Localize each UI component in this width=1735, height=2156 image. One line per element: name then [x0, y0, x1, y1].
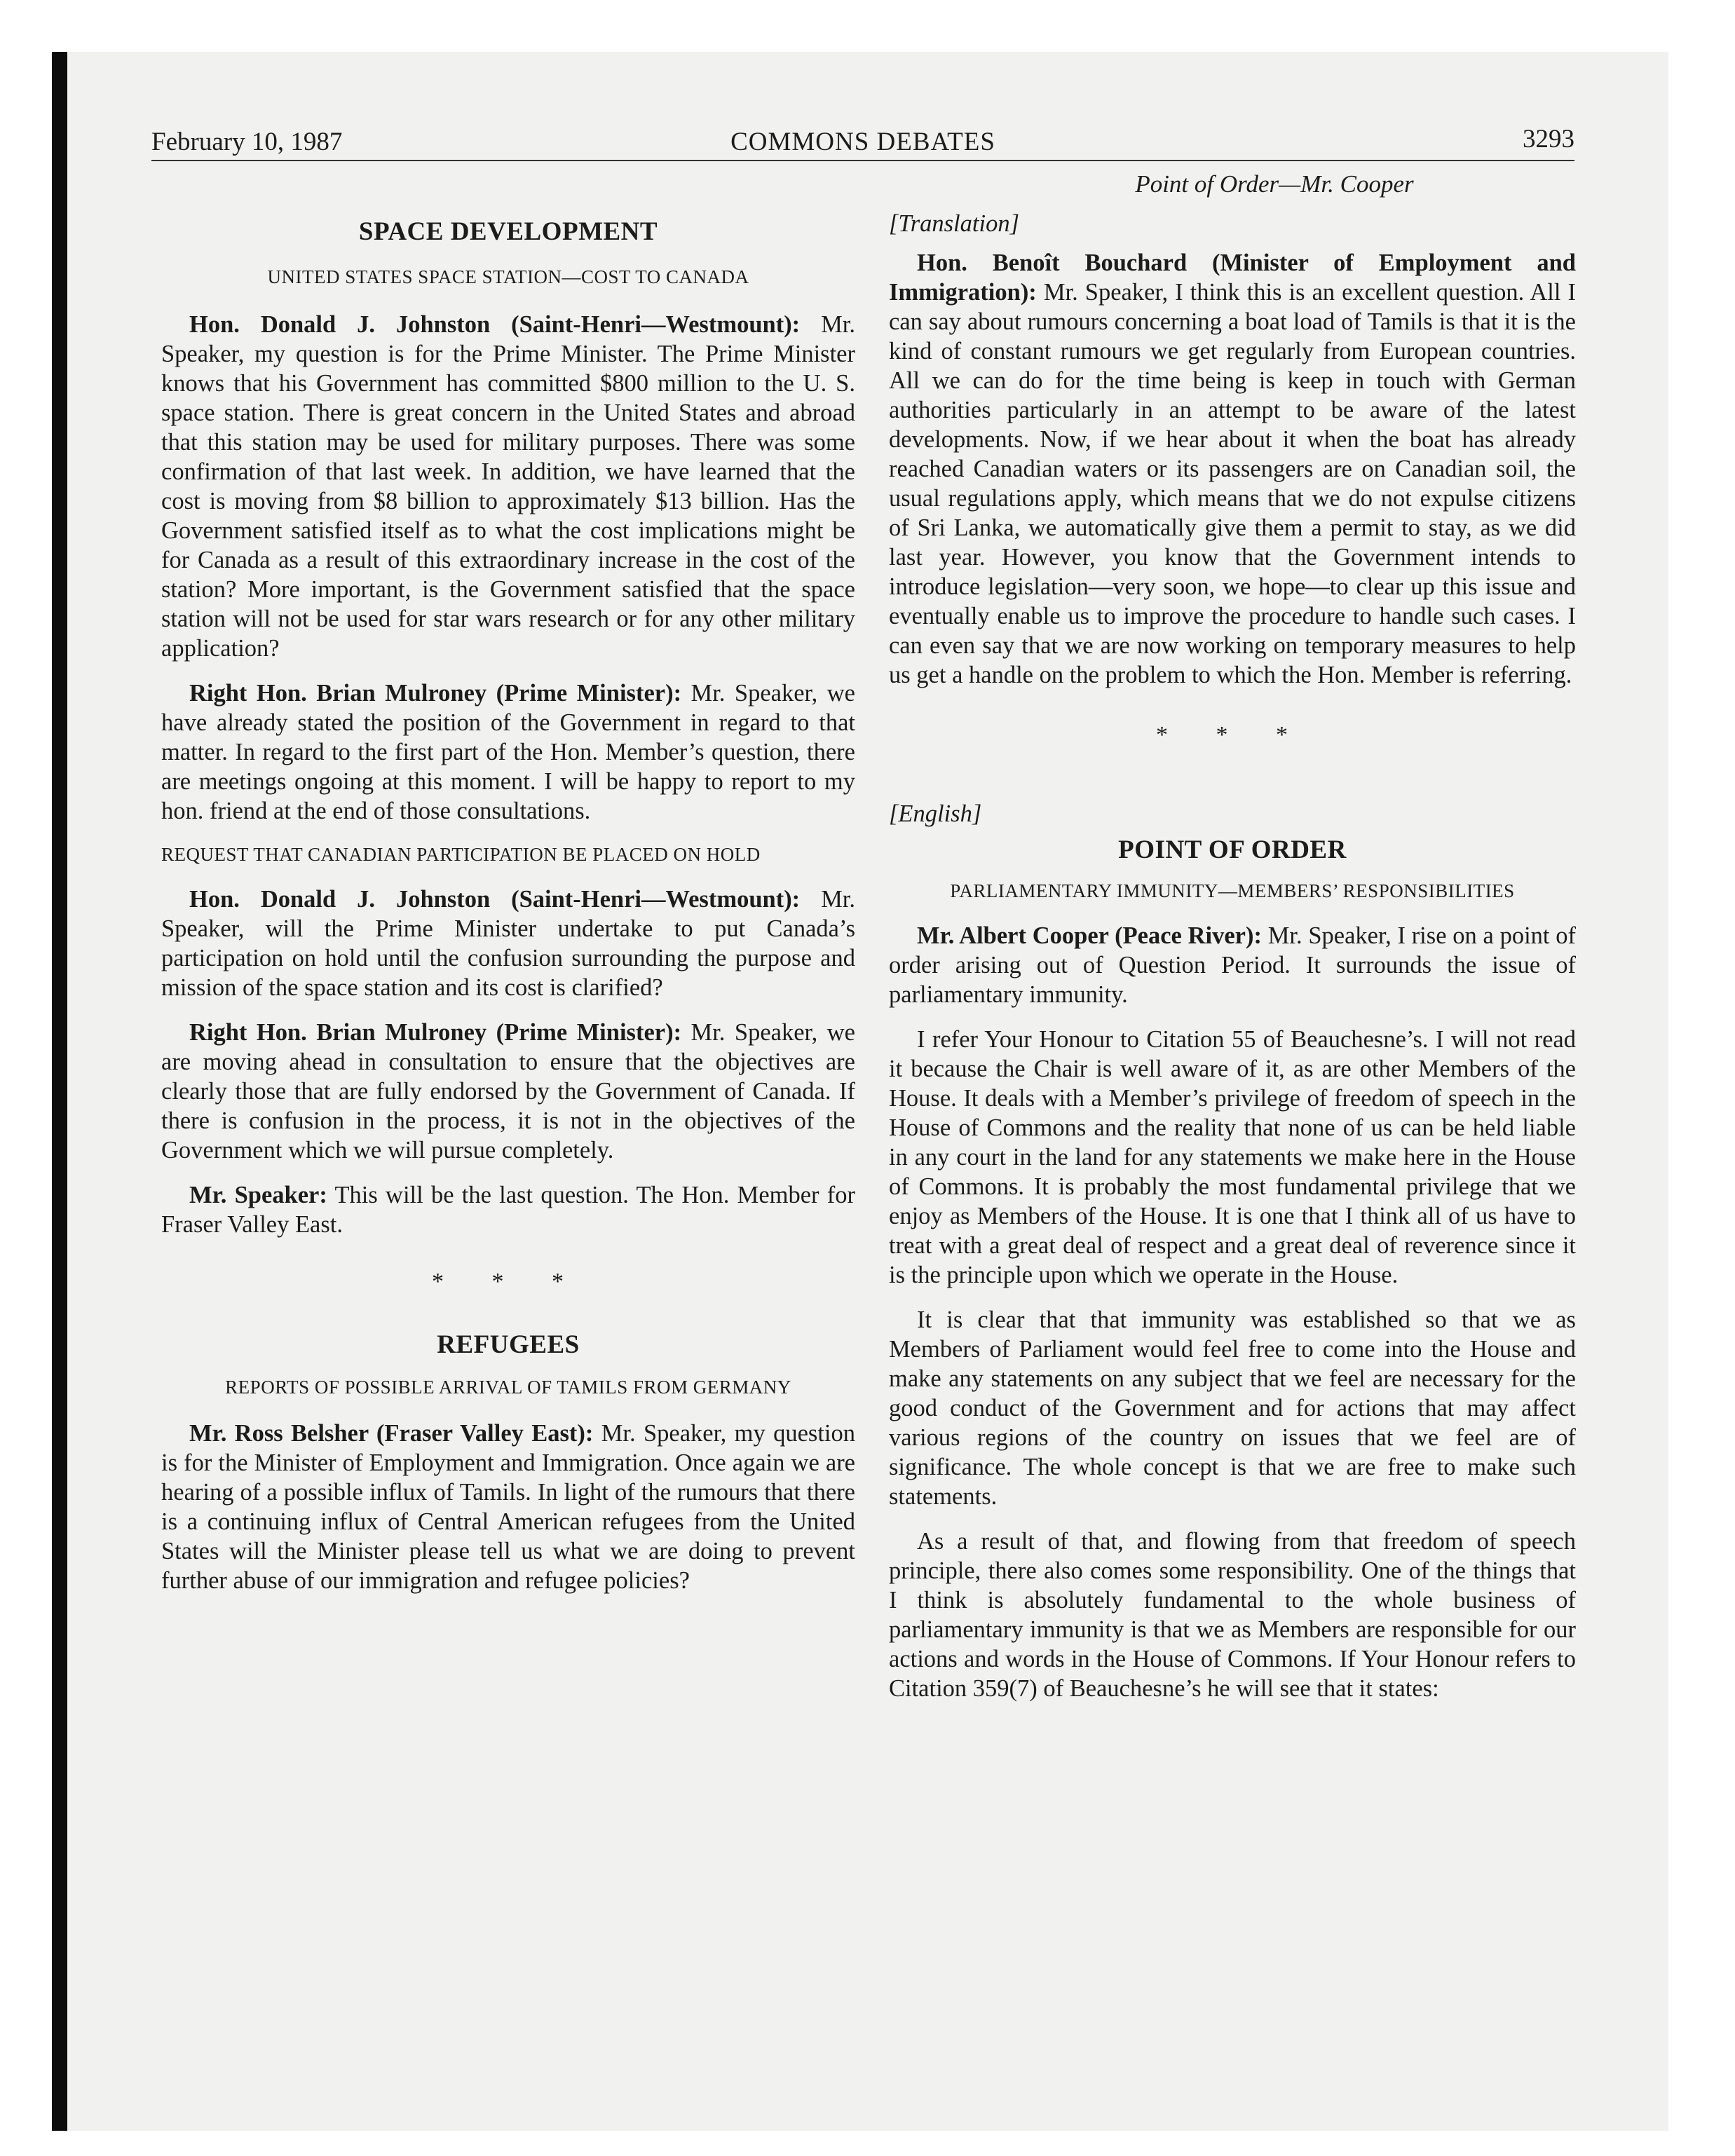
paragraph-immunity-established: It is clear that that immunity was established so that we as Members of Parliament would feel free to come into the House and make any statements on any subject that we feel are necessary for the good conduct of the Government and for actions that may affect various regions of the country on issues that we feel are of significance. The whole concept is that we are free to make such statements.: [889, 1306, 1576, 1510]
paragraph-speaker: [161, 1180, 855, 1239]
header-page-number: 3293: [1523, 125, 1574, 153]
left-column: [161, 161, 855, 1595]
english-tag: [English]: [889, 800, 982, 827]
header-date: February 10, 1987: [151, 128, 343, 156]
speech-text: This will be the last question. The Hon. Member for Fraser Valley East.: [161, 1182, 855, 1238]
translation-tag: [Translation]: [889, 210, 1019, 237]
speech-text: Mr. Speaker, I think this is an excellent question. All I can say about rumours concerning a boat load of Tamils is that it is the kind of constant rumours we get regularly from European countries. All we can do for the time being is keep in touch with German authorities particularly in an attempt to be aware of the latest developments. Now, if we hear about it when the boat has already reached Canadian waters or its passengers are on Canadian soil, the usual regulations apply, which means that we do not expulse citizens of Sri Lanka, we automatically give them a permit to stay, as we did last year. However, you know that the Government intends to introduce legislation—very soon, we hope—to clear up this issue and eventually enable us to improve the procedure to handle such cases. I can even say that we are now working on temporary measures to help us get a handle on the problem to which the Hon. Member is referring.: [889, 279, 1576, 688]
subheading-participation-on-hold: REQUEST THAT CANADIAN PARTICIPATION BE PLACED ON HOLD: [161, 844, 761, 865]
paragraph-belsher-question: [161, 1419, 855, 1595]
speech-text: Mr. Speaker, my question is for the Minister of Employment and Immigration. Once again we are hearing of a possible influx of Tamils. In light of the rumours that there is a continuing influx of Central American refugees from the United States will the Minister please tell us what we are doing to prevent further abuse of our immigration and refugee policies?: [161, 1420, 855, 1594]
speaker-name: Mr. Speaker:: [189, 1182, 327, 1208]
speaker-name: Hon. Donald J. Johnston (Saint-Henri—Westmount):: [189, 886, 801, 913]
paragraph-johnston-supplementary: [161, 885, 855, 1002]
paragraph-responsibility: As a result of that, and flowing from that freedom of speech principle, there also comes some responsibility. One of the things that I think is absolutely fundamental to the whole business of parliamentary immunity is that we as Members are responsible for our actions and words in the House of Commons. If Your Honour refers to Citation 359(7) of Beauchesne’s he will see that it states:: [889, 1528, 1576, 1702]
paragraph-cooper-point-of-order: [889, 921, 1576, 1009]
speaker-name: Hon. Benoît Bouchard (Minister of Employment and Immigration):: [889, 250, 1576, 306]
section-title-point-of-order: POINT OF ORDER: [1118, 835, 1347, 864]
right-column: [889, 161, 1576, 1703]
speech-text: Mr. Speaker, we have already stated the position of the Government in regard to that matter. In regard to the first part of the Hon. Member’s question, there are meetings ongoing at this moment. I will be happy to report to my hon. friend at the end of those consultations.: [161, 680, 855, 824]
subheading-space-station-cost: UNITED STATES SPACE STATION—COST TO CANADA: [267, 266, 749, 287]
paragraph-mulroney-answer: [161, 678, 855, 826]
speech-text: Mr. Speaker, will the Prime Minister undertake to put Canada’s participation on hold until the confusion surrounding the purpose and mission of the space station and its cost is clarified?: [161, 886, 856, 1001]
header-journal-title: COMMONS DEBATES: [730, 128, 995, 156]
paragraph-mulroney-second-answer: [161, 1018, 855, 1165]
paragraph-citation-55: I refer Your Honour to Citation 55 of Beauchesne’s. I will not read it because the Chair is well aware of it, as are other Members of the House. It deals with a Member’s privilege of freedom of speech in the House of Commons and the reality that none of us can be held liable in any court in the land for any statements we make here in the House of Commons. It is probably the most fundamental privilege that we enjoy as Members of the House. It is one that I think all of us have to treat with a great deal of respect and a great deal of reverence since it is the principle upon which we operate in the House.: [889, 1026, 1576, 1288]
section-separator-stars: * * *: [1156, 722, 1309, 748]
speaker-name: Hon. Donald J. Johnston (Saint-Henri—Westmount):: [189, 311, 801, 338]
speaker-name: Mr. Albert Cooper (Peace River):: [917, 922, 1262, 949]
speaker-name: Right Hon. Brian Mulroney (Prime Minister):: [189, 1019, 682, 1046]
paragraph-bouchard-answer: [889, 248, 1576, 690]
speech-text: Mr. Speaker, I rise on a point of order arising out of Question Period. It surrounds the issue of parliamentary immunity.: [889, 922, 1576, 1008]
paragraph-johnston-question: [161, 310, 855, 663]
speech-text: Mr. Speaker, we are moving ahead in consultation to ensure that the objectives are clearly those that are fully endorsed by the Government of Canada. If there is confusion in the process, it is not in the objectives of the Government which we will pursue completely.: [161, 1019, 855, 1164]
speaker-name: Right Hon. Brian Mulroney (Prime Minister):: [189, 680, 682, 707]
subheading-parliamentary-immunity: PARLIAMENTARY IMMUNITY—MEMBERS’ RESPONSIBILITIES: [950, 880, 1515, 901]
section-separator-stars: * * *: [432, 1269, 585, 1295]
page-header: [151, 121, 1574, 161]
subheading-tamils-from-germany: REPORTS OF POSSIBLE ARRIVAL OF TAMILS FROM GERMANY: [225, 1377, 791, 1398]
section-title-refugees: REFUGEES: [437, 1330, 580, 1359]
speaker-name: Mr. Ross Belsher (Fraser Valley East):: [189, 1420, 594, 1447]
speech-text: Mr. Speaker, my question is for the Prime Minister. The Prime Minister knows that his Government has committed $800 million to the U. S. space station. There is great concern in the United States and abroad that this station may be used for military purposes. There was some confirmation of that last week. In addition, we have learned that the cost is moving from $8 billion to approximately $13 billion. Has the Government satisfied itself as to what the cost implications might be for Canada as a result of this extraordinary increase in the cost of the station? More important, is the Government satisfied that the space station will not be used for star wars research or for any other military application?: [161, 311, 856, 662]
scan-edge: [52, 52, 67, 2131]
running-head: Point of Order—Mr. Cooper: [1135, 170, 1414, 198]
section-title-space-development: SPACE DEVELOPMENT: [358, 217, 658, 246]
